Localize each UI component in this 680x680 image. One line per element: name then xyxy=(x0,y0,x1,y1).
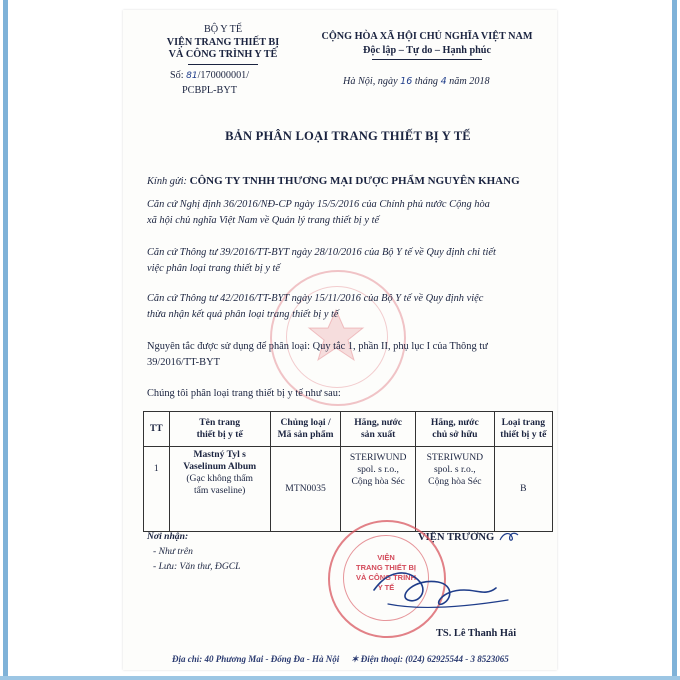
classification-principle-line2: 39/2016/TT-BYT xyxy=(147,357,220,368)
ministry-name: BỘ Y TẾ xyxy=(203,24,243,35)
recipient-item-1: - Như trên xyxy=(153,546,193,557)
header-left xyxy=(148,24,298,62)
classification-table xyxy=(143,411,553,532)
col-header-owner: Hãng, nước chủ sở hữu xyxy=(415,412,494,447)
footer-phone-text: Điện thoại: (024) 62925544 - 3 8523065 xyxy=(360,654,509,664)
col-header-manufacturer: Hãng, nước sản xuất xyxy=(341,412,416,447)
header-right xyxy=(308,30,546,58)
bottom-border-stripe xyxy=(0,676,680,680)
legal-basis-2-line2: việc phân loại trang thiết bị y tế xyxy=(147,263,281,274)
number-suffix: /170000001/ xyxy=(197,70,250,81)
classification-principle xyxy=(147,339,488,371)
legal-basis-3-line2: thừa nhận kết quả phân loại trang thiết bị y tế xyxy=(147,309,339,320)
legal-basis-3 xyxy=(147,291,483,323)
legal-basis-2-line1: Căn cứ Thông tư 39/2016/TT-BYT ngày 28/10/2016 của Bộ Y tế về Quy định chi tiết xyxy=(147,247,496,258)
legal-basis-1 xyxy=(147,197,490,229)
document-code: PCBPL-BYT xyxy=(182,85,237,96)
footer-phone xyxy=(351,654,509,665)
issue-date xyxy=(343,76,490,87)
legal-basis-1-line2: xã hội chủ nghĩa Việt Nam về Quản lý trang thiết bị y tế xyxy=(147,215,380,226)
legal-basis-3-line1: Căn cứ Thông tư 42/2016/TT-BYT ngày 15/11/2016 của Bộ Y tế về Quy định việc xyxy=(147,293,484,304)
recipient-line xyxy=(147,175,520,187)
col-header-model-code: Chủng loại / Mã sản phẩm xyxy=(270,412,341,447)
seal-line1: VIỆN xyxy=(377,553,395,562)
table-header-row xyxy=(144,412,553,447)
recipients-block xyxy=(147,529,241,574)
date-month: 4 xyxy=(440,76,447,87)
country-name: CỘNG HÒA XÃ HỘI CHỦ NGHĨA VIỆT NAM xyxy=(321,31,533,42)
signer-position: VIỆN TRƯỞNG xyxy=(418,532,495,543)
institute-name-line2: VÀ CÔNG TRÌNH Y TẾ xyxy=(168,49,278,60)
cell-tt: 1 xyxy=(144,447,170,532)
col-header-tt: TT xyxy=(144,412,170,447)
seal-line3: VÀ CÔNG TRÌNH xyxy=(356,573,416,582)
footer-address: Địa chỉ: 40 Phương Mai - Đống Đa - Hà Nội xyxy=(172,654,340,664)
classification-principle-line1: Nguyên tắc được sử dụng để phân loại: Quy tắc 1, phần II, phụ lục I của Thông tư xyxy=(147,341,488,352)
number-prefix: Số: xyxy=(170,70,184,81)
legal-basis-2 xyxy=(147,245,496,277)
signer-name: TS. Lê Thanh Hải xyxy=(436,628,517,639)
cell-device-class: B xyxy=(494,447,552,532)
cell-model-code: MTN0035 xyxy=(270,447,341,532)
number-handwritten: 81 xyxy=(186,71,198,81)
handwritten-signature xyxy=(368,560,518,620)
owner-line3: Cộng hòa Séc xyxy=(428,476,482,487)
date-month-label: tháng xyxy=(414,76,439,87)
document-number xyxy=(170,70,249,81)
owner-line1: STERIWUND xyxy=(426,452,484,463)
seal-line2: TRANG THIẾT BỊ xyxy=(356,563,416,572)
cell-manufacturer xyxy=(341,447,416,532)
table-row xyxy=(144,447,553,532)
recipient-name: CÔNG TY TNHH THƯƠNG MẠI DƯỢC PHẨM NGUYÊN KHANG xyxy=(189,175,520,187)
right-border-stripe xyxy=(672,0,677,680)
date-day: 16 xyxy=(400,76,413,87)
cell-owner xyxy=(415,447,494,532)
header-left-underline xyxy=(188,64,258,65)
manufacturer-line1: STERIWUND xyxy=(349,452,407,463)
motto-underline xyxy=(372,59,482,60)
legal-basis-1-line1: Căn cứ Nghị định 36/2016/NĐ-CP ngày 15/5/2016 của Chính phủ nước Cộng hòa xyxy=(147,199,490,210)
device-name-line3: (Gạc không thấm xyxy=(186,473,253,484)
date-prefix: Hà Nội, ngày xyxy=(343,76,398,87)
table-intro: Chúng tôi phân loại trang thiết bị y tế như sau: xyxy=(147,388,341,399)
recipients-title: Nơi nhận: xyxy=(147,531,189,542)
col-header-device-name: Tên trang thiết bị y tế xyxy=(169,412,270,447)
national-motto: Độc lập – Tự do – Hạnh phúc xyxy=(363,45,491,56)
date-year: năm 2018 xyxy=(449,76,490,87)
manufacturer-line2: spol. s r.o., xyxy=(357,464,399,475)
seal-line4: Y TẾ xyxy=(377,583,395,592)
device-name-line1: Mastný Tyl s xyxy=(193,449,246,460)
footer-separator-icon: ✶ xyxy=(351,654,359,664)
device-name-line2: Vaselinum Album xyxy=(183,461,257,472)
signature-flourish-icon xyxy=(498,530,520,544)
owner-line2: spol. s r.o., xyxy=(434,464,476,475)
cell-device-name xyxy=(169,447,270,532)
device-name-line4: tẩm vaseline) xyxy=(193,485,246,496)
recipient-item-2: - Lưu: Văn thư, ĐGCL xyxy=(153,561,241,572)
manufacturer-line3: Cộng hòa Séc xyxy=(351,476,405,487)
left-border-stripe xyxy=(3,0,8,680)
col-header-class: Loại trang thiết bị y tế xyxy=(494,412,552,447)
institute-name-line1: VIỆN TRANG THIẾT BỊ xyxy=(166,36,280,48)
recipient-label: Kính gửi: xyxy=(147,176,188,187)
document-title: BẢN PHÂN LOẠI TRANG THIẾT BỊ Y TẾ xyxy=(225,129,471,143)
